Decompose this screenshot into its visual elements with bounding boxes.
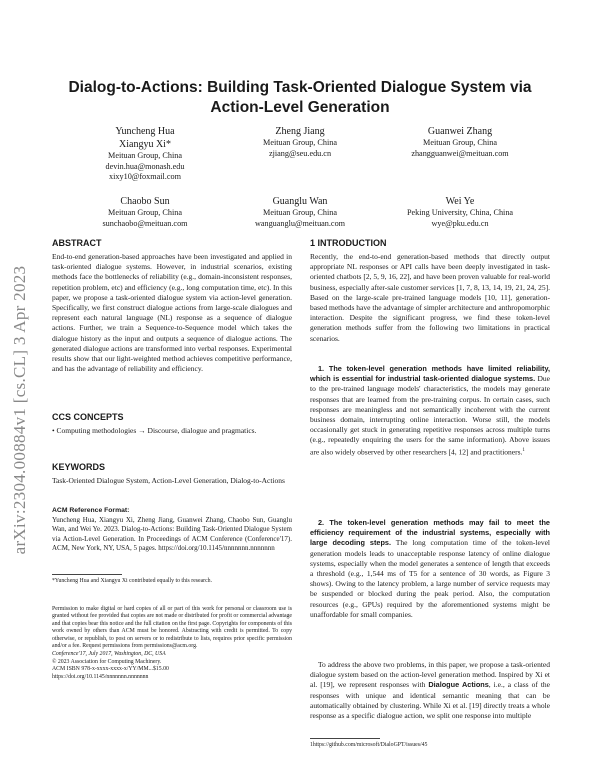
isbn-line: ACM ISBN 978-x-xxxx-xxxx-x/YY/MM...$15.00 xyxy=(52,666,169,672)
author-affiliation: Meituan Group, China zhangguanwei@meituan.com xyxy=(411,138,509,158)
intro-paragraph-1: Recently, the end-to-end generation-based methods that directly output appropriate NL responses or API calls have been deeply investigated in task-oriented chatbots [2, 5, 9, 16, 22], and have been proven valuable for real-world business, especially after-sale customer services [1, 7, 8, 13, 14, 19, 21, 24, 25]. Based on the large-scale pre-trained language models [10, 11], generation-based methods have the advantage of simpler architecture and anthropomorphic interaction. Despite the significant progress, we find these token-level generation methods suffer from the following two limitations in practical scenarios. xyxy=(310,252,550,343)
limitation-2-text: The long computation time of the token-level generation models leads to unacceptable response latency of online dialogue systems, especially when the model generates a sentence of length that exceeds a threshold (e.g., 1,544 ms of T5 for a sentence of 30 words, as Figure 3 shows). Owing to the latency problem, a large number of service requests may be suspended or blocked during the peak period. Also, the computation resources (e.g., GPUs) required by the aforementioned systems might be unaffordable for small companies. xyxy=(310,538,551,619)
author-affiliation: Meituan Group, China zjiang@seu.edu.cn xyxy=(263,138,337,158)
intro-paragraph-4 xyxy=(310,660,550,721)
conference-line: Conference'17, July 2017, Washington, DC, USA xyxy=(52,651,166,657)
dialogue-actions-term: Dialogue Actions xyxy=(428,680,489,690)
intro-paragraph-3 xyxy=(310,518,550,620)
author-affiliation: Meituan Group, China sunchaobo@meituan.com xyxy=(102,208,188,228)
copyright-line: © 2023 Association for Computing Machinery. xyxy=(52,658,162,665)
limitation-1-bold: 1. The token-level generation methods have limited reliability, which is essential for industrial task-oriented dialogue systems. xyxy=(310,364,550,384)
footnote-rule xyxy=(52,574,122,575)
footnote-marker: 1 xyxy=(522,447,525,453)
paper-title: Dialog-to-Actions: Building Task-Oriented Dialogue System via Action-Level Generation xyxy=(68,79,532,116)
author-affiliation: Peking University, China, China wye@pku.edu.cn xyxy=(406,208,514,228)
author-block-5 xyxy=(230,195,370,229)
footnote-rule-right xyxy=(310,738,380,739)
author-names: Chaobo Sun xyxy=(120,196,170,207)
introduction-heading: 1 INTRODUCTION xyxy=(310,238,387,248)
arxiv-identifier: arXiv:2304.00884v1 [cs.CL] 3 Apr 2023 xyxy=(10,265,29,555)
acm-reference-heading: ACM Reference Format: xyxy=(52,507,130,514)
author-block-6 xyxy=(390,195,530,229)
acm-reference-text: Yuncheng Hua, Xiangyu Xi, Zheng Jiang, Guanwei Zhang, Chaobo Sun, Guanglu Wan, and Wei Ye. 2023. Dialog-to-Actions: Building Task-Oriented Dialogue System via Action-Level Generation. In Proceedings of ACM Conference (Conference'17). ACM, New York, NY, USA, 5 pages. https://doi.org/10.1145/nnnnnnn.nnnnnnn xyxy=(52,516,292,553)
ccs-heading: CCS CONCEPTS xyxy=(52,412,124,422)
author-names: Yuncheng Hua Xiangyu Xi* xyxy=(115,126,175,150)
author-names: Wei Ye xyxy=(445,196,475,207)
ccs-text: • Computing methodologies → Discourse, dialogue and pragmatics. xyxy=(52,426,257,435)
limitation-2-bold: 2. The token-level generation methods may fail to meet the efficiency requirement of the industrial systems, especially with large decoding steps. xyxy=(310,518,550,548)
author-affiliation: Meituan Group, China devin.hua@monash.edu xixy10@foxmail.com xyxy=(105,151,185,181)
proposal-text-a: To address the above two problems, in this paper, we propose a task-oriented dialogue system based on the action-level generation method. Inspired by Xi et al. [19], we represent responses with xyxy=(310,660,550,690)
github-footnote: 1https://github.com/microsoft/DialoGPT/issues/45 xyxy=(310,742,428,748)
intro-paragraph-2 xyxy=(310,364,550,457)
author-block-2 xyxy=(230,125,370,159)
author-names: Zheng Jiang xyxy=(275,126,325,137)
proposal-text-b: , i.e., a class of the responses with unique and identical semantic meaning that can be automatically obtained by clustering. While Xi et al. [19] directly treats a whole response as a specific dialogue action, we split one response into multiple xyxy=(310,680,550,721)
author-names: Guanglu Wan xyxy=(272,196,328,207)
abstract-text: End-to-end generation-based approaches have been investigated and applied in task-oriented dialogue systems. However, in industrial scenarios, existing methods face the bottlenecks of reliability (e.g., domain-inconsistent responses, repetition problem, etc) and efficiency (e.g., long computation time, etc). In this paper, we propose a task-oriented dialogue system via action-level generation. Specifically, we first construct dialogue actions from large-scale dialogues and represent each natural language (NL) response as a sequence of dialogue actions. Further, we train a Sequence-to-Sequence model which takes the dialogue history as the input and outputs a sequence of dialogue actions. The generated dialogue actions are transformed into verbal responses. Experimental results show that our light-weighted method achieves competitive performance, and has the advantage of reliability and efficiency. xyxy=(52,252,292,374)
author-block-1 xyxy=(80,125,210,183)
equal-contribution-footnote: *Yuncheng Hua and Xiangyu Xi contributed equally to this research. xyxy=(52,578,213,584)
limitation-1-text: Due to the pre-trained language models' characteristics, the models may generate responses that are learned from the pre-training corpus. In certain cases, such responses are meaningless and not semantically incoherent with the current business domain, interrupting online interaction. Worse still, the models occasionally get stuck in generating repetitive responses across multiple turns (e.g., repeatedly enquiring the users for the same information). Above issues are also widely observed by other researchers [4, 12] and practitioners. xyxy=(310,374,551,457)
keywords-text: Task-Oriented Dialogue System, Action-Level Generation, Dialog-to-Actions xyxy=(52,476,285,485)
author-block-4 xyxy=(80,195,210,229)
abstract-heading: ABSTRACT xyxy=(52,238,102,248)
author-names: Guanwei Zhang xyxy=(427,126,493,137)
doi-line: https://doi.org/10.1145/nnnnnnn.nnnnnnn xyxy=(52,673,149,680)
permission-notice: Permission to make digital or hard copies of all or part of this work for personal or classroom use is granted without fee provided that copies are not made or distributed for profit or commercial advantage and that copies bear this notice and the full citation on the first page. Copyrights for components of this work owned by others than ACM must be honored. Abstracting with credit is permitted. To copy otherwise, or republish, to post on servers or to redistribute to lists, requires prior specific permission and/or a fee. Request permissions from permissions@acm.org. xyxy=(52,606,293,650)
author-affiliation: Meituan Group, China wanguanglu@meituan.com xyxy=(254,208,346,228)
author-block-3 xyxy=(390,125,530,159)
keywords-heading: KEYWORDS xyxy=(52,462,106,472)
